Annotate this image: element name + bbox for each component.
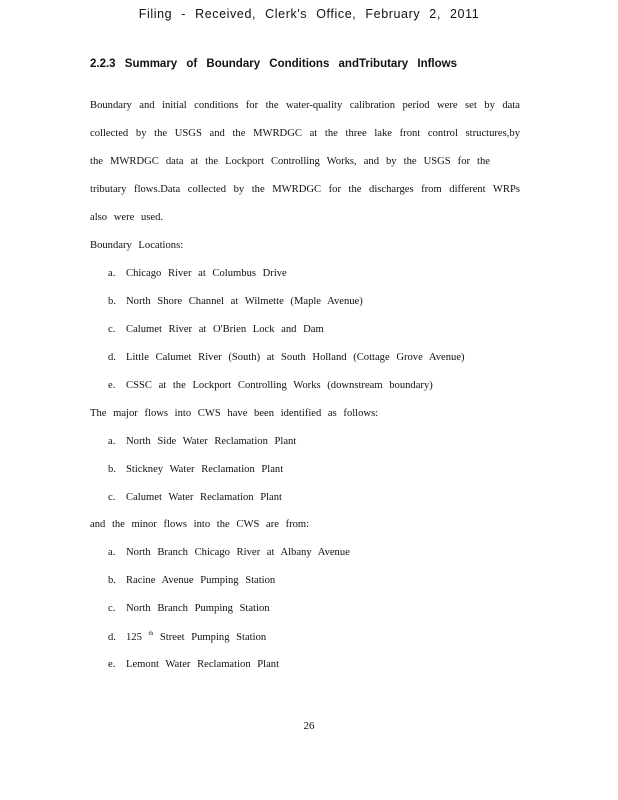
list-item [108,296,363,307]
list-item [108,352,465,363]
list-item [108,575,275,586]
list-marker: d. [108,352,116,363]
list-marker: b. [108,575,116,586]
list-item-text: Racine Avenue Pumping Station [126,575,276,586]
section-heading: 2.2.3 Summary of Boundary Conditions andTributary Inflows [90,58,457,70]
list-item-text: Lemont Water Reclamation Plant [126,659,280,670]
list-item-text: North Branch Pumping Station [126,603,270,614]
list-item-text: Street Pumping Station [159,632,267,643]
list-item [108,603,270,614]
list-item [108,659,279,670]
street-number: 125 [126,632,142,643]
list-marker: e. [108,380,116,391]
paragraph-line: tributary flows.Data collected by the MWRDGC for the discharges from different WRPs [90,184,520,195]
list-item-text: North Branch Chicago River at Albany Avenue [126,547,350,558]
list-item-text: Chicago River at Columbus Drive [126,268,287,279]
list-item-text: Little Calumet River (South) at South Holland (Cottage Grove Avenue) [126,352,465,363]
list-item [108,380,433,391]
minor-flows-label: and the minor flows into the CWS are from: [90,519,310,530]
list-item [108,268,287,279]
list-item [108,631,266,643]
page-number: 26 [303,720,315,732]
paragraph-line: the MWRDGC data at the Lockport Controlling Works, and by the USGS for the [90,156,490,167]
list-marker: c. [108,324,116,335]
list-marker: b. [108,296,116,307]
list-item-text: CSSC at the Lockport Controlling Works (downstream boundary) [126,380,433,391]
paragraph-line: Boundary and initial conditions for the water-quality calibration period were set by data [90,100,520,111]
paragraph-line: collected by the USGS and the MWRDGC at the three lake front control structures,by [90,128,520,139]
list-item-text: North Side Water Reclamation Plant [126,436,297,447]
list-marker: e. [108,659,116,670]
list-marker: b. [108,464,116,475]
list-marker: c. [108,603,116,614]
list-item [108,547,350,558]
list-marker: a. [108,547,116,558]
paragraph-line: also were used. [90,212,164,223]
list-item-text: Stickney Water Reclamation Plant [126,464,284,475]
ordinal-superscript: th [148,631,154,637]
list-item [108,436,296,447]
list-marker: d. [108,632,116,643]
major-flows-label: The major flows into CWS have been identified as follows: [90,408,379,419]
filing-header: Filing - Received, Clerk's Office, February 2, 2011 [138,7,480,21]
list-item [108,464,283,475]
list-item [108,492,282,503]
list-item-text: North Shore Channel at Wilmette (Maple Avenue) [126,296,363,307]
list-item-text: Calumet Water Reclamation Plant [126,492,282,503]
boundary-locations-label: Boundary Locations: [90,240,184,251]
list-marker: c. [108,492,116,503]
list-item [108,324,324,335]
list-item-text: Calumet River at O'Brien Lock and Dam [126,324,324,335]
list-marker: a. [108,436,116,447]
list-marker: a. [108,268,116,279]
